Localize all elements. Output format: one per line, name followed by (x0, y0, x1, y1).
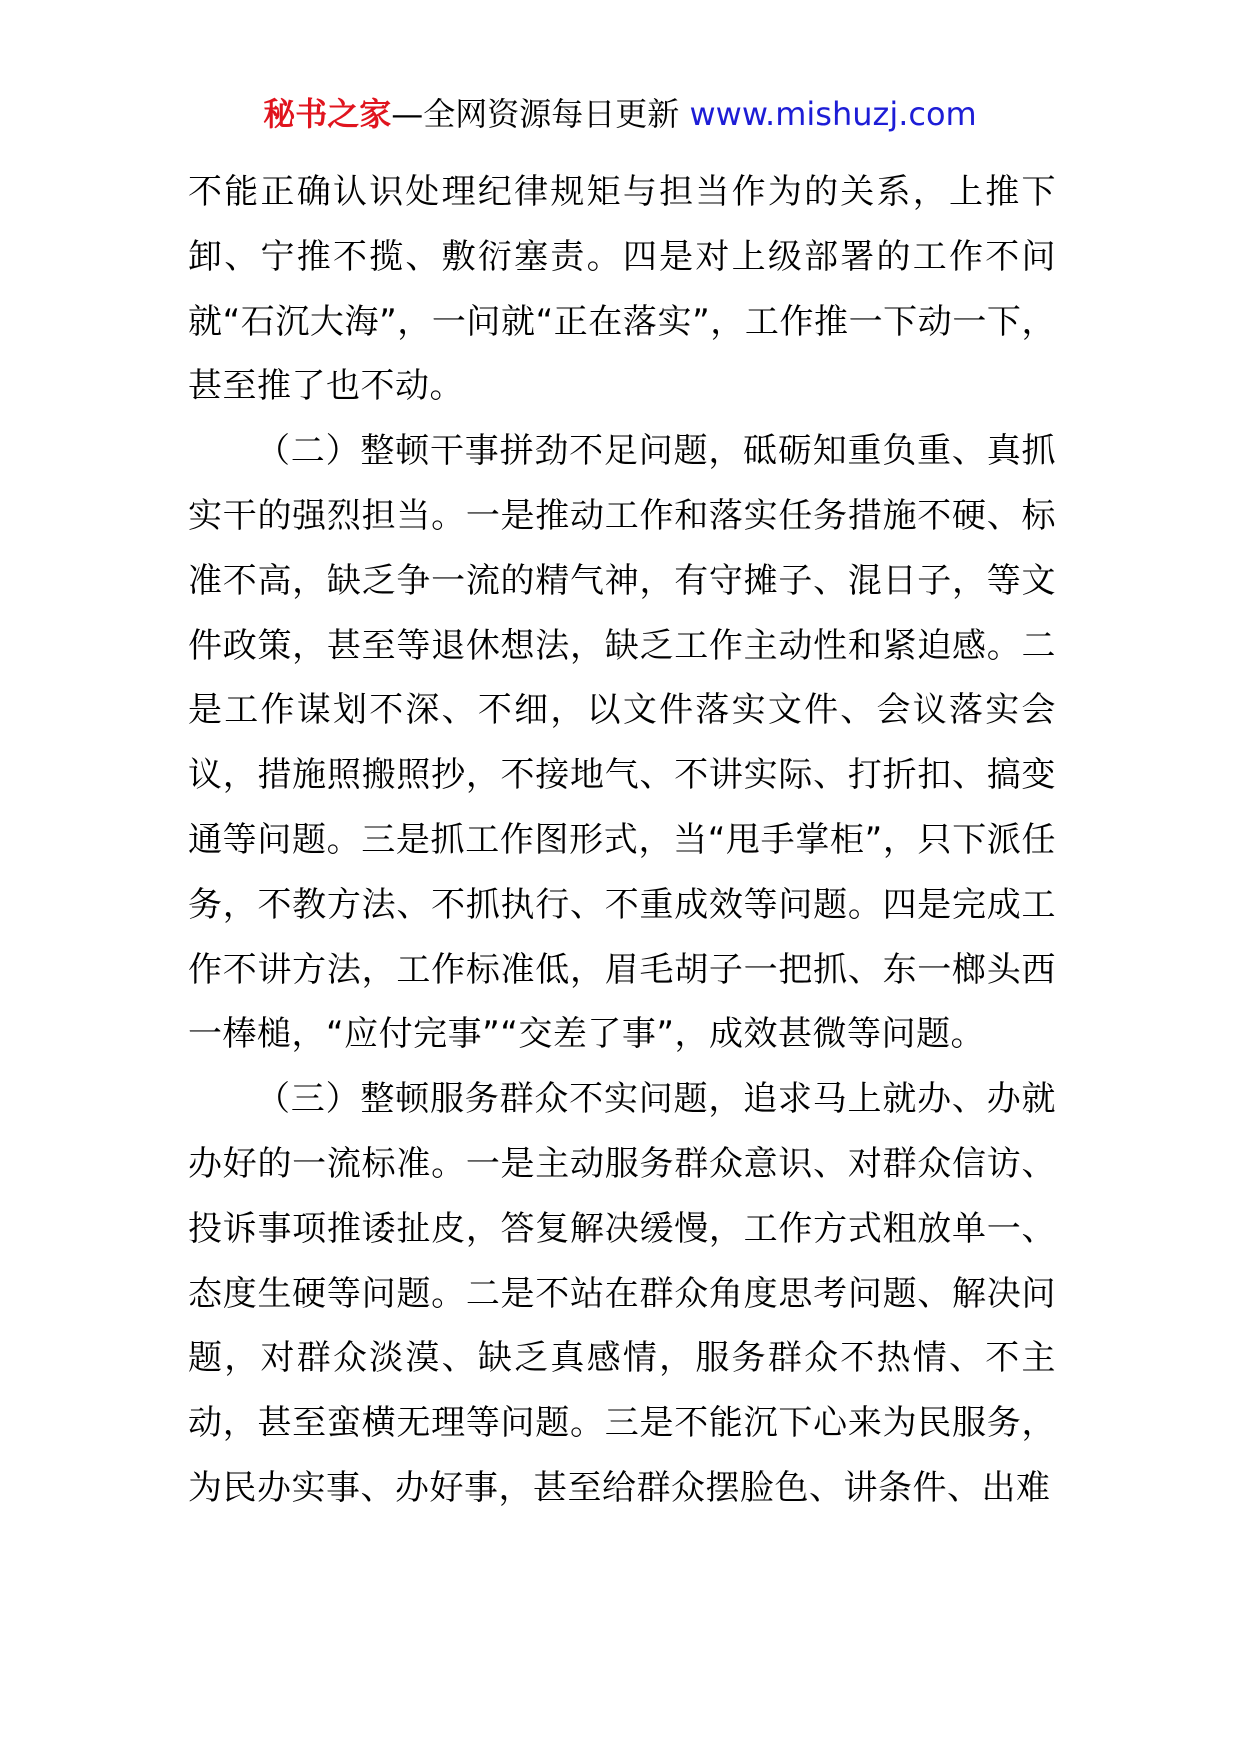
paragraph-1: 不能正确认识处理纪律规矩与担当作为的关系，上推下卸、宁推不揽、敷衍塞责。四是对上级部署的工作不问就“石沉大海”，一问就“正在落实”，工作推一下动一下，甚至推了也不动。 (188, 172, 1056, 407)
brand-name: 秘书之家 (263, 95, 392, 133)
header-slogan: —全网资源每日更新 (391, 95, 690, 133)
document-body (188, 160, 1056, 1521)
paragraph-2: （二）整顿干事拼劲不足问题，砥砺知重负重、真抓实干的强烈担当。一是推动工作和落实任务措施不硬、标准不高，缺乏争一流的精气神，有守摊子、混日子，等文件政策，甚至等退休想法，缺乏工作主动性和紧迫感。二是工作谋划不深、不细，以文件落实文件、会议落实会议，措施照搬照抄，不接地气、不讲实际、打折扣、搞变通等问题。三是抓工作图形式，当“甩手掌柜”，只下派任务，不教方法、不抓执行、不重成效等问题。四是完成工作不讲方法，工作标准低，眉毛胡子一把抓、东一榔头西一棒槌，“应付完事”“交差了事”，成效甚微等问题。 (188, 431, 1056, 1055)
website-url[interactable]: www.mishuzj.com (689, 95, 977, 133)
paragraph-3: （三）整顿服务群众不实问题，追求马上就办、办就办好的一流标准。一是主动服务群众意识、对群众信访、投诉事项推诿扯皮，答复解决缓慢，工作方式粗放单一、态度生硬等问题。二是不站在群众角度思考问题、解决问题，对群众淡漠、缺乏真感情，服务群众不热情、不主动，甚至蛮横无理等问题。三是不能沉下心来为民服务，为民办实事、办好事，甚至给群众摆脸色、讲条件、出难 (188, 1079, 1056, 1508)
page-header (0, 94, 1240, 134)
